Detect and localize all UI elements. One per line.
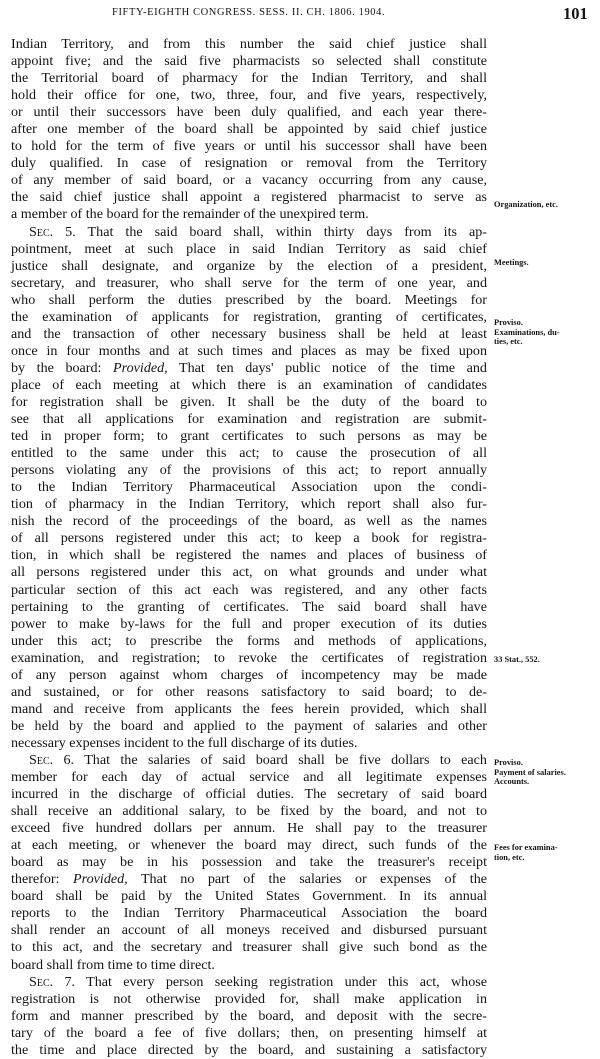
text-line: board as may be in his possession and take the treasurer's receipt bbox=[11, 854, 487, 871]
text-line: once in four months and at such times and places as may be fixed upon bbox=[11, 342, 487, 359]
margin-note-text: Payment of salaries. bbox=[494, 767, 566, 777]
text-line: to this act, and the secretary and treasurer shall give such bond as the bbox=[11, 939, 487, 956]
text-fragment: That the said board shall, within thirty days from its ap- bbox=[87, 223, 487, 240]
text-fragment: That the salaries of said board shall be five dollars to each bbox=[84, 751, 487, 768]
text-line: duly qualified. In case of resignation or removal from the Territory bbox=[11, 155, 487, 172]
margin-note-text: Examinations, du- bbox=[494, 327, 560, 337]
text-line: be held by the board and applied to the payment of salaries and other bbox=[11, 717, 487, 734]
margin-note-proviso-salaries bbox=[494, 758, 598, 787]
text-line: member for each day of actual service and all legitimate expenses bbox=[11, 769, 487, 786]
margin-note-text: Proviso. bbox=[494, 318, 523, 327]
text-line: necessary expenses incident to the full discharge of its duties. bbox=[11, 734, 358, 751]
text-fragment: That every person seeking registration under this act, whose bbox=[86, 973, 487, 990]
section-7-label: Sec. 7. bbox=[29, 973, 76, 990]
text-line: incurred in the discharge of official duties. The secretary of said board bbox=[11, 786, 487, 803]
margin-note-proviso-examinations bbox=[494, 318, 598, 347]
text-line: reports to the Indian Territory Pharmaceutical Association the board bbox=[11, 905, 487, 922]
text-fragment: That no part of the salaries or expenses of the bbox=[140, 871, 487, 888]
text-line: tion, in which shall be registered the names and places of business of bbox=[11, 547, 487, 564]
text-line: after one member of the board shall be appointed by said chief justice bbox=[11, 121, 487, 138]
text-line: place of each meeting at which there is an examination of candidates bbox=[11, 376, 487, 393]
text-line: hold their office for one, two, three, four, and five years, respectively, bbox=[11, 87, 487, 104]
margin-note-organization bbox=[494, 200, 598, 210]
text-line: see that all applications for examination and registration are submit- bbox=[11, 411, 487, 428]
text-line: board shall from time to time direct. bbox=[11, 956, 215, 973]
text-line: tion of pharmacy in the Indian Territory, which report shall also fur- bbox=[11, 496, 487, 513]
text-line: or until their successors have been duly qualified, and each year there- bbox=[11, 104, 487, 121]
text-line: a member of the board for the remainder of the unexpired term. bbox=[11, 206, 369, 223]
text-line: the said chief justice shall appoint a registered pharmacist to serve as bbox=[11, 189, 487, 206]
text-line: ted in proper form; to grant certificates to such persons as may be bbox=[11, 428, 487, 445]
margin-note-fees bbox=[494, 843, 598, 862]
text-line: appoint five; and the said five pharmacists so selected shall constitute bbox=[11, 53, 487, 70]
text-line: power to make by-laws for the full and proper execution of its duties bbox=[11, 615, 487, 632]
text-line: Indian Territory, and from this number the said chief justice shall bbox=[11, 36, 487, 52]
margin-note-text: 33 Stat., 552. bbox=[494, 655, 540, 664]
text-fragment: therefor: bbox=[11, 871, 60, 888]
text-line: all persons registered under this act, on what grounds and under what bbox=[11, 564, 487, 581]
section-6-label: Sec. 6. bbox=[29, 751, 75, 768]
text-line: justice shall designate, and organize by the election of a president, bbox=[11, 257, 487, 274]
margin-note-text: Accounts. bbox=[494, 777, 530, 787]
text-line: of all persons registered under this act; to keep a book for registra- bbox=[11, 530, 487, 547]
text-line: under this act; to prescribe the forms and methods of applications, bbox=[11, 632, 487, 649]
text-line: the time and place directed by the board, and sustaining a satisfactory bbox=[11, 1041, 487, 1058]
margin-note-text: Meetings. bbox=[494, 258, 529, 267]
text-line: for registration shall be given. It shall be the duty of the board to bbox=[11, 393, 487, 410]
text-line: who shall perform the duties prescribed by the board. Meetings for bbox=[11, 291, 487, 308]
proviso-line bbox=[11, 871, 487, 888]
text-line: mand and receive from applicants the fees herein provided, which shall bbox=[11, 700, 487, 717]
running-head: FIFTY-EIGHTH CONGRESS. SESS. II. CH. 1806. 1904. bbox=[112, 7, 386, 18]
text-line: board shall be paid by the United States Government. In its annual bbox=[11, 888, 487, 905]
text-line: and the transaction of other necessary business shall be held at least bbox=[11, 325, 487, 342]
proviso-line bbox=[11, 360, 487, 377]
text-line: secretary, and treasurer, who shall serve for the term of one year, and bbox=[11, 274, 487, 291]
margin-note-text: Fees for examina- bbox=[494, 843, 558, 852]
section-5-label: Sec. 5. bbox=[29, 223, 76, 240]
text-line: the Territorial board of pharmacy for the Indian Territory, and shall bbox=[11, 70, 487, 87]
text-line: to hold for the term of five years or until his successor shall have been bbox=[11, 138, 487, 155]
text-line: and sustained, or for other reasons satisfactory to said board; to de- bbox=[11, 683, 487, 700]
text-line: exceed five hundred dollars per annum. He shall pay to the treasurer bbox=[11, 820, 487, 837]
text-line: examination, and registration; to revoke the certificates of registration bbox=[11, 649, 487, 666]
margin-note-text: tion, etc. bbox=[494, 852, 525, 862]
text-line: the examination of applicants for registration, granting of certificates, bbox=[11, 308, 487, 325]
text-line: pointment, meet at such place in said Indian Territory as said chief bbox=[11, 240, 487, 257]
text-line: shall render an account of all moneys received and disbursed pursuant bbox=[11, 922, 487, 939]
page-number: 101 bbox=[563, 4, 588, 23]
margin-note-text: ties, etc. bbox=[494, 337, 523, 347]
text-line: form and manner prescribed by the board, and deposit with the secre- bbox=[11, 1007, 487, 1024]
text-line: particular section of this act each was registered, and any other facts bbox=[11, 581, 487, 598]
page-header bbox=[0, 0, 600, 26]
section-6-line bbox=[11, 752, 487, 769]
text-fragment: by the board: bbox=[11, 359, 102, 376]
text-line: shall receive an additional salary, to be fixed by the board, and not to bbox=[11, 803, 487, 820]
margin-note-text: Organization, etc. bbox=[494, 200, 558, 209]
text-line: pertaining to the granting of certificates. The said board shall have bbox=[11, 598, 487, 615]
text-line: registration is not otherwise provided for, shall make application in bbox=[11, 990, 487, 1007]
section-7-line bbox=[11, 974, 487, 991]
text-line: at each meeting, or whenever the board may direct, such funds of the bbox=[11, 837, 487, 854]
text-line: to the Indian Territory Pharmaceutical Association upon the condi- bbox=[11, 479, 487, 496]
section-5-line bbox=[11, 224, 487, 241]
margin-note-meetings bbox=[494, 258, 598, 268]
text-line: tary of the board a fee of five dollars; then, on presenting himself at bbox=[11, 1024, 487, 1041]
margin-note-text: Proviso. bbox=[494, 758, 523, 767]
proviso-emphasis: Provided, bbox=[73, 871, 128, 888]
text-line: persons violating any of the provisions of this act; to report annually bbox=[11, 462, 487, 479]
text-line: of any member of said board, or a vacancy occurring from any cause, bbox=[11, 172, 487, 189]
text-line: nish the record of the proceedings of the board, as well as the names bbox=[11, 513, 487, 530]
text-line: of any person against whom charges of incompetency may be made bbox=[11, 666, 487, 683]
text-line: entitled to the same under this act; to cause the prosecution of all bbox=[11, 445, 487, 462]
margin-note-stat bbox=[494, 655, 598, 665]
proviso-emphasis: Provided, bbox=[113, 359, 168, 376]
statute-text bbox=[11, 36, 487, 1059]
text-fragment: That ten days' public notice of the time and bbox=[179, 359, 487, 376]
